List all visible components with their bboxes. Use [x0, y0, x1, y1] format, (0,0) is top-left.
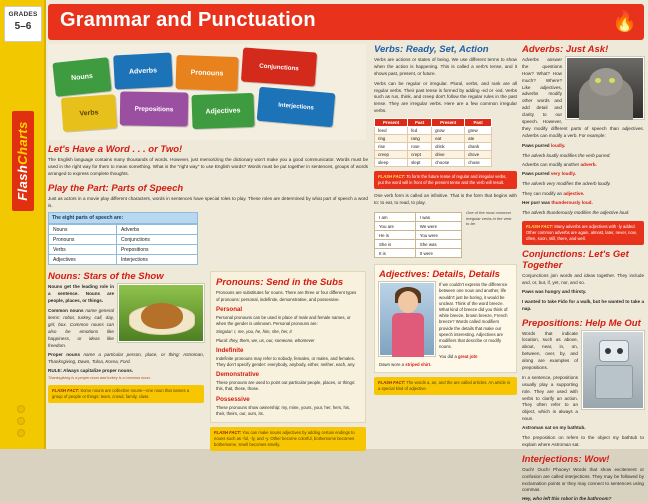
lower-left-subcolumns [48, 271, 368, 471]
adverbs-flashfact [522, 221, 644, 245]
table-row: You are We were [375, 222, 462, 231]
adverbs-example-4 [522, 191, 644, 198]
col-past-2: Past [465, 119, 492, 127]
flashfact-text: To form the future tense of regular and irregular verbs, put the word will in front of the present tense and the verb will result. [378, 174, 507, 186]
word-section-paragraph: The English language contains many thousands of words. However, just memorizing the dictionary won't make you a good communicator. Words must be used in the right way for them to mean something. What is the "right way" to use English words? Words must be put together in sentences, groups of words arranged to express complete thoughts. [48, 157, 368, 176]
parts-of-speech-puzzle [48, 44, 366, 140]
nouns-p1-text: Nouns get the leading role in a sentence. Nouns are people, places, or things. [48, 284, 114, 304]
example-word: loudly. [550, 142, 566, 148]
adverbs-note-5: The adverb thunderously modifies the adjective loud. [522, 209, 630, 215]
demonstrative-pronouns-heading: Demonstrative [216, 371, 259, 379]
table-row: creep crept drive drove [375, 151, 492, 159]
flashfact-label: FLASH FACT: [214, 430, 242, 436]
verbs-p3: One verb form is called an infinitive. That is the form that begins with to: to eat, to read, to play. [374, 193, 517, 206]
flashfact-text: The words a, an, and the are called articles. An article is a special kind of adjective. [378, 379, 511, 392]
example-word: adjective. [563, 191, 585, 197]
left-spine [0, 0, 46, 449]
example-prefix: Dawn wore a [379, 361, 405, 367]
conjunctions-example-2: I wanted to take Fido for a walk, but he wanted to take a nap. [522, 298, 644, 311]
table-row: feed fed grow grew [375, 127, 492, 135]
verbs-heading: Verbs: Ready, Set, Action [374, 44, 489, 55]
common-nouns-label: Common nouns [48, 308, 84, 314]
interjections-p1: Ouch! Ouch! Phooey! Words that show excitement or confusion are called interjections. They may be followed by exclamation points or they may connect to sentences using commas. [522, 466, 644, 493]
personal-pronouns-plural: Plural: they, them, we, us, our, someone, whomever [216, 337, 315, 343]
possessive-pronouns-heading: Possessive [216, 395, 250, 403]
proper-nouns-text: name a particular person, place, or thing: Astroman, Thanksgiving, Dawn, Tulsa, Korea, Ford. [48, 352, 204, 365]
adverbs-note-1: The adverb loudly modifies the verb purred. [522, 152, 611, 158]
adjectives-section [374, 264, 517, 373]
puzzle-label: Nouns [70, 72, 94, 82]
flashfact-text: Some nouns are collective nouns—one noun that names a group of people or things: team, crowd, family, class. [52, 388, 190, 400]
nouns-flashfact [48, 385, 204, 403]
conjunctions-p1: Conjunctions join words and ideas together. They include and, or, but, if, yet, nor, and so. [522, 273, 644, 285]
interjections-example: Hey, who left this robot in the bathroom? [522, 496, 612, 502]
pronouns-section [210, 271, 366, 455]
prepositions-p1: Words that indicate location, such as above, about, near, in, on, between, over, by, and along are examples of prepositions. [522, 330, 578, 370]
parts-of-speech-paragraph: Just as actors in a movie play different characters, words in sentences have special roles to play. These roles are determined by what part of speech a word is. [48, 195, 368, 208]
brand-logo [12, 111, 34, 211]
page-title: Grammar and Punctuation [60, 9, 316, 31]
nouns-section [48, 271, 204, 407]
adjectives-example-2 [379, 362, 512, 368]
column-right [522, 44, 644, 502]
example-word: great job! [457, 353, 478, 359]
table-row: I am I was [375, 213, 462, 222]
indefinite-pronouns-heading: Indefinite [216, 346, 244, 354]
personal-pronouns-p: Personal pronouns can be used in place of male and female names, or when the gender is unknown. Personal pronouns are: [216, 314, 351, 327]
nouns-rule: RULE: Always capitalize proper nouns. [48, 368, 134, 374]
adjectives-p1: If we couldn't express the difference between one noun and another, life wouldn't just be boring, it would be unclear. Think of the word breeze. What kind of breeze did you think of: white breeze, brown breeze, French breeze? Words called modifiers provide the details that make our speech interesting. Adjectives are modifiers that describe or modify nouns. [439, 282, 509, 350]
puzzle-piece-adverbs [113, 53, 173, 90]
puzzle-piece-nouns [52, 57, 111, 97]
nouns-p3 [48, 352, 204, 366]
irregular-verbs-table [374, 118, 492, 167]
puzzle-piece-conjunctions [241, 47, 317, 86]
adverbs-note-3: The adverb very modifies the adverb loudly. [522, 181, 611, 187]
parts-of-speech-table-caption: The eight parts of speech are: [48, 212, 198, 224]
cell-verb: Verbs [49, 245, 117, 255]
adverbs-p1: Adverbs answer the questions How? What? How much? Where? Like adjectives, adverbs modify other words and add detail and clarity to our speech. However, they modify different parts of speech than adjectives. Adverbs can modify a verb. For example: [522, 57, 644, 138]
adverbs-heading: Adverbs: Just Ask! [522, 44, 609, 55]
puzzle-label: Pronouns [190, 68, 224, 78]
indefinite-pronouns-p: Indefinite pronouns may refer to nobody, females, or males, and females. They don't specify gender: everybody, anybody, either, neither, each, any. [216, 355, 356, 367]
verbs-p2: Verbs can be regular or irregular. Plural, verbs, and rank are all regular verbs. Their past tense is formed by adding -ed or -ied. Verbs such as run, think, and creep don't follow the regular rules in the past tense. They are irregular verbs. Here are a few common irregular verbs. [374, 80, 517, 114]
table-row: It is It were [375, 249, 462, 258]
example-prefix: Adverbs can modify another [522, 162, 580, 168]
table-row: sleep slept choose chose [375, 159, 492, 167]
turkey-image-caption: Thanksgiving is a proper noun and turkey is a common noun. [48, 376, 151, 381]
adjectives-flashfact [374, 377, 517, 395]
adverbs-example-2 [522, 162, 644, 169]
example-word: very loudly. [550, 171, 577, 177]
table-row: ring rang eat ate [375, 135, 492, 143]
flashfact-label: FLASH FACT: [378, 174, 406, 180]
grades-badge [4, 6, 42, 42]
cell-adverb: Adverbs [116, 225, 197, 235]
cat-photo [566, 57, 644, 119]
prepositions-p3: The preposition on refers to the object my bathtub to explain where Astroman sat. [522, 435, 644, 447]
conjunctions-heading: Conjunctions: Let's Get Together [522, 249, 629, 272]
example-prefix: Paws purred [522, 171, 550, 177]
example-word: adverb. [580, 162, 597, 168]
table-header-row [375, 119, 492, 127]
to-be-note: One of the most common irregular verbs in the verb to be. [466, 210, 512, 227]
example-prefix: They can modify an [522, 191, 563, 197]
common-nouns-text: name general items: robot, turkey, call, day, girl, box. Common nouns can also be emotions like happiness, or ideas like freedom. [48, 308, 115, 348]
conjunctions-example-1: Paws was hungry and thirsty. [522, 288, 587, 294]
nouns-heading: Nouns: Stars of the Show [48, 271, 164, 283]
prepositions-p2: In a sentence, prepositions usually play a supporting role. They are used with verbs to clarify an action. They often refer to an object, which is always a noun. [522, 374, 578, 422]
demonstrative-pronouns-p: These pronouns are used to point out particular people, places, or things: this, that, these, those. [216, 380, 356, 392]
puzzle-label: Adjectives [205, 106, 241, 116]
personal-pronouns-singular: Singular: I, me, you, he, him, she, her, it [216, 329, 292, 335]
cell-conjunction: Conjunctions [116, 235, 197, 245]
col-present-2: Present [432, 119, 465, 127]
interjections-heading: Interjections: Wow! [522, 453, 610, 465]
puzzle-label: Verbs [79, 108, 99, 118]
puzzle-piece-verbs [61, 94, 117, 132]
brand-charts: Charts [15, 121, 30, 165]
col-past: Past [408, 119, 432, 127]
verbs-p1: Verbs are actions or states of being. We use different terms to show when the action is happening. This is called a verb's tense, and it shows past, present, or future. [374, 57, 517, 76]
conjunctions-section [522, 249, 644, 312]
table-row [49, 255, 198, 265]
flame-icon: 🔥 [612, 11, 637, 33]
prepositions-heading: Prepositions: Help Me Out [522, 317, 641, 329]
robot-photo [582, 331, 644, 409]
prepositions-example: Astroman sat on my bathtub. [522, 425, 586, 431]
flashfact-label: FLASH FACT: [378, 379, 406, 385]
adverbs-example-1 [522, 143, 644, 150]
adverbs-example-3 [522, 171, 644, 178]
table-row [49, 245, 198, 255]
pronouns-flashfact [210, 427, 366, 451]
cell-interjection: Interjections [116, 255, 197, 265]
possessive-pronouns-p: These pronouns show ownership: my, mine, yours, your, her, hers, his, their, theirs, our, ours, its. [216, 404, 351, 416]
parts-of-speech-section [48, 183, 368, 266]
example-prefix: Paws purred [522, 142, 550, 148]
adverbs-example-5 [522, 200, 644, 207]
col-present: Present [375, 119, 408, 127]
example-word: thunderously loud. [551, 200, 593, 206]
puzzle-piece-prepositions [120, 91, 189, 126]
example-prefix: You did a [439, 353, 457, 359]
pronouns-p1: Pronouns are substitutes for nouns. There are three or four different types of pronouns: personal, indefinite, demonstrative, and possessive. [216, 290, 357, 302]
puzzle-piece-pronouns [175, 55, 238, 91]
grades-value: 5–6 [14, 21, 32, 32]
interjections-section [522, 454, 644, 503]
column-middle [374, 44, 517, 445]
table-row [49, 225, 198, 235]
table-row: rise rose drink drank [375, 143, 492, 151]
cell-pronoun: Pronouns [49, 235, 117, 245]
proper-nouns-label: Proper nouns [48, 352, 81, 358]
puzzle-label: Conjunctions [259, 62, 299, 72]
word-section [48, 144, 368, 178]
puzzle-piece-adjectives [191, 93, 254, 129]
parts-of-speech-table [48, 212, 198, 265]
flashfact-label: FLASH FACT: [526, 223, 554, 229]
verbs-flashfact [374, 171, 517, 189]
cell-preposition: Prepositions [116, 245, 197, 255]
grades-label: GRADES [8, 11, 38, 18]
cell-noun: Nouns [49, 225, 117, 235]
table-row: He is You were [375, 231, 462, 240]
word-section-heading: Let's Have a Word . . . or Two! [48, 144, 183, 155]
adjectives-heading: Adjectives: Details, Details [379, 269, 500, 281]
puzzle-label: Adverbs [128, 66, 158, 76]
brand-flash: Flash [15, 164, 30, 201]
girl-photo [379, 282, 435, 356]
cell-adjective: Adjectives [49, 255, 117, 265]
flashfact-text: Many adverbs are adjectives with -ly added. Other common adverbs are again, almost, later, never, now, often, soon, still, there, and well. [526, 223, 637, 241]
flashfact-label: FLASH FACT: [52, 388, 80, 394]
table-row [49, 235, 198, 245]
example-prefix: Her purr was [522, 200, 551, 206]
parts-of-speech-heading: Play the Part: Parts of Speech [48, 182, 184, 194]
table-row: She is She was [375, 240, 462, 249]
column-left [48, 44, 368, 448]
turkey-dinner-image [118, 284, 204, 342]
to-be-table [374, 212, 462, 258]
spine-dots [17, 405, 29, 441]
puzzle-label: Interjections [277, 102, 315, 112]
prepositions-section [522, 318, 644, 449]
flashfact-text: You can make nouns adjectives by adding certain endings to nouns such as -ful, -ly, and -y. Other become colorful, bothersome becomes bothersome, smell becomes smelly. [214, 430, 355, 448]
page-header [48, 4, 644, 40]
pronouns-heading: Pronouns: Send in the Subs [216, 277, 344, 289]
personal-pronouns-heading: Personal [216, 305, 243, 313]
example-word: striped shirt. [405, 361, 432, 367]
puzzle-label: Prepositions [134, 105, 174, 113]
puzzle-piece-interjections [257, 87, 336, 127]
